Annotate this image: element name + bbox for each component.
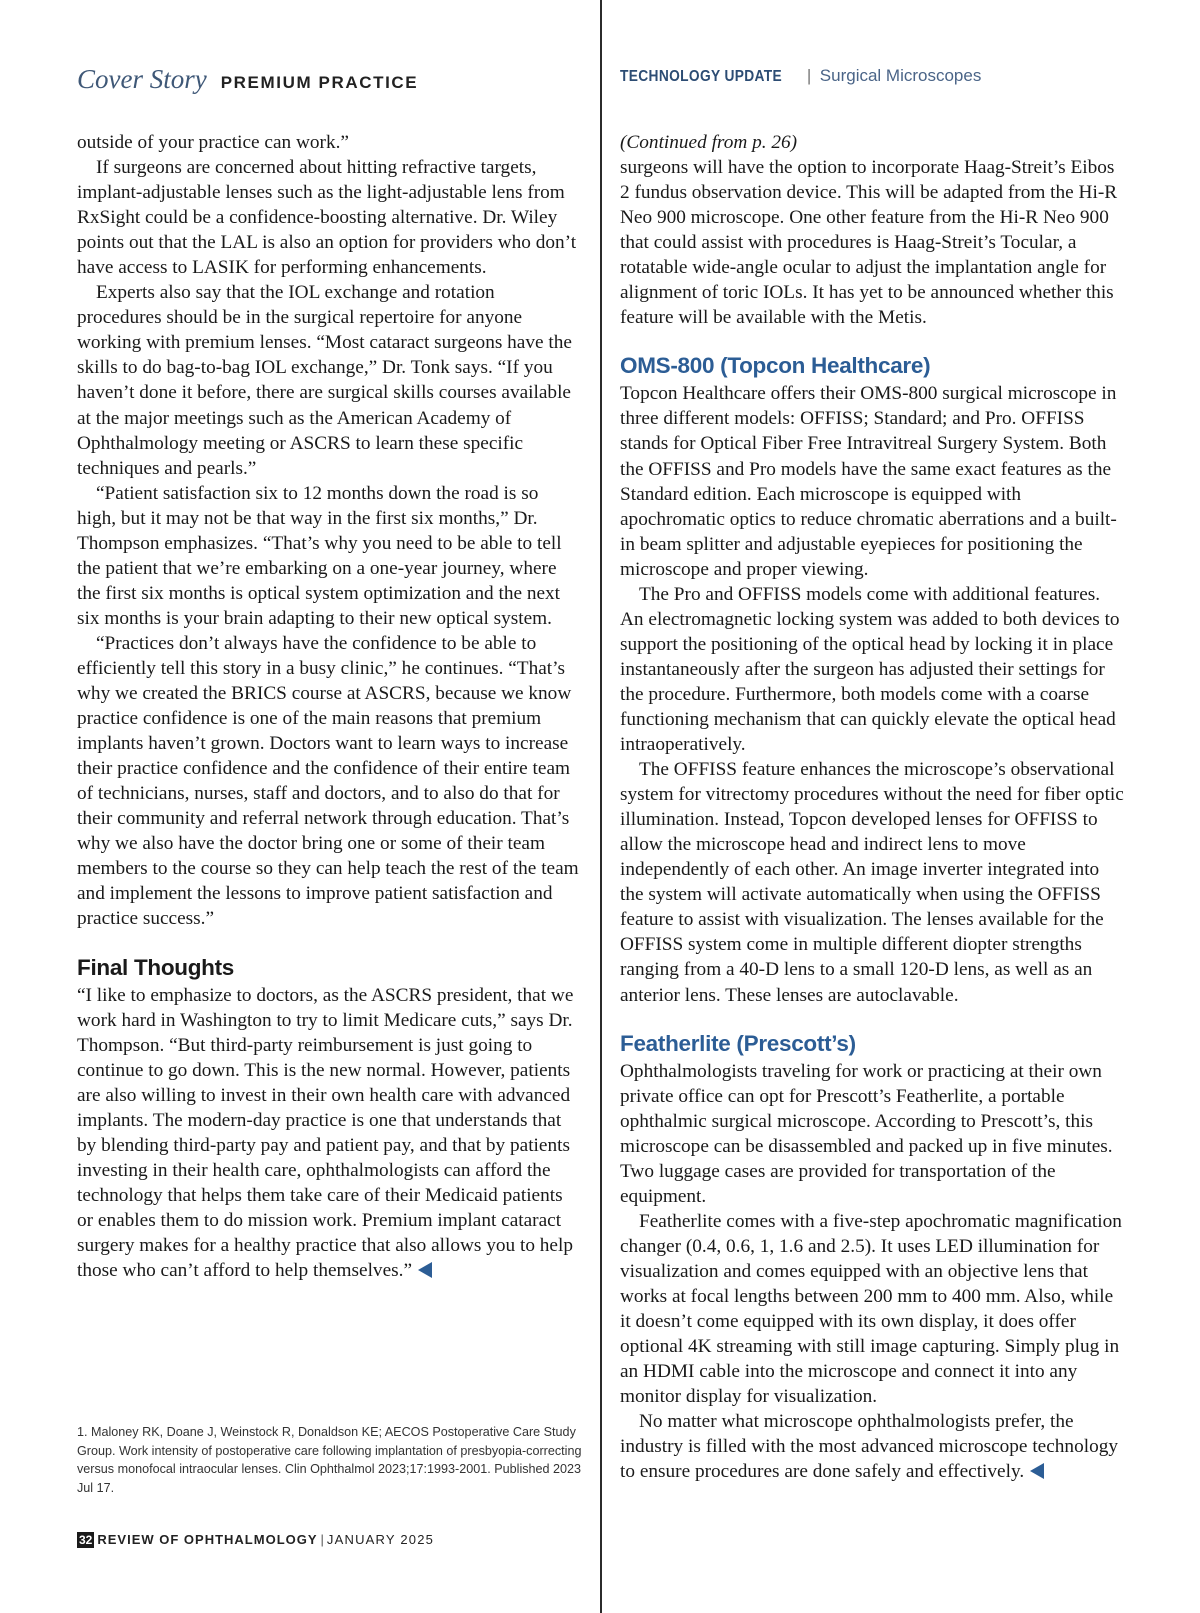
paragraph: Ophthalmologists traveling for work or practicing at their own private office can opt for Prescott’s Featherlite, a portable ophthalmic surgical microscope. According to Prescott’s, this microscope can be disassembled and packed up in five minutes. Two luggage cases are provided for transportation of the equipment.: [620, 1060, 1113, 1207]
page-number: 32: [79, 1533, 93, 1547]
section-label: PREMIUM PRACTICE: [220, 73, 419, 92]
left-column: [77, 0, 581, 1613]
issue-date: JANUARY 2025: [326, 1532, 435, 1547]
topic-label: Surgical Microscopes: [819, 66, 982, 85]
continued-from-note: (Continued from p. 26): [620, 132, 798, 153]
cover-story-label: Cover Story: [77, 64, 207, 94]
featherlite-heading: Featherlite (Prescott’s): [620, 1030, 856, 1056]
paragraph: Featherlite comes with a five-step apochromatic magnification changer (0.4, 0.6, 1, 1.6 and 2.5). It uses LED illumination for visualization and comes equipped with an objective lens that works at focal lengths between 200 mm to 400 mm. Also, while it doesn’t come equipped with its own display, it does offer optional 4K streaming with still image capturing. Simply plug in an HDMI cable into the microscope and connect it into any monitor display for visualization.: [620, 1210, 1122, 1408]
intro-paragraph: surgeons will have the option to incorporate Haag-Streit’s Eibos 2 fundus observation device. This will be adapted from the Hi-R Neo 900 microscope. One other feature from the Hi-R Neo 900 that could assist with procedures is Haag-Streit’s Tocular, a rotatable wide-angle ocular to adjust the implantation angle for alignment of toric IOLs. It has yet to be announced whether this feature will be available with the Metis.: [620, 157, 1118, 329]
left-article-body: [77, 130, 581, 1283]
final-paragraph-text: “I like to emphasize to doctors, as the ASCRS president, that we work hard in Washington to try to limit Medicare cuts,” says Dr. Thompson. “But third-party reimbursement is just going to continue to go down. This is the new normal. However, patients are also willing to invest in their own health care with advanced implants. The modern-day practice is one that understands that by blending third-party pay and patient pay, and that by patients investing in their health care, ophthalmologists can afford the technology that helps them take care of their Medicaid patients or enables them to do mission work. Premium implant cataract surgery makes for a healthy practice that also allows you to help those who can’t afford to help themselves.”: [77, 984, 574, 1282]
right-article-body: [620, 130, 1126, 1484]
column-divider: [600, 0, 602, 1613]
final-thoughts-heading: Final Thoughts: [77, 954, 235, 980]
paragraph: Experts also say that the IOL exchange and rotation procedures should be in the surgical repertoire for anyone working with premium lenses. “Most cataract surgeons have the skills to do bag-to-bag IOL exchange,” Dr. Tonk says. “If you haven’t done it before, there are surgical skills courses available at the major meetings such as the American Academy of Ophthalmology meeting or ASCRS to learn these specific techniques and pearls.”: [77, 282, 572, 479]
footer-separator: |: [320, 1532, 324, 1547]
journal-name: REVIEW OF OPHTHALMOLOGY: [97, 1532, 318, 1547]
end-of-article-icon: [418, 1262, 432, 1278]
paragraph: The Pro and OFFISS models come with additional features. An electromagnetic locking system was added to both devices to support the positioning of the optical head by locking it in place instantaneously after the surgeon has adjusted their settings for the procedure. Furthermore, both models come with a coarse functioning mechanism that can quickly elevate the optical head intraoperatively.: [620, 583, 1120, 756]
paragraph: The OFFISS feature enhances the microscope’s observational system for vitrectomy procedures without the need for fiber optic illumination. Instead, Topcon developed lenses for OFFISS to allow the microscope head and indirect lens to move independently of each other. An image inverter integrated into the system will activate automatically when using the OFFISS feature to assist with visualization. The lenses available for the OFFISS system come in multiple different diopter strengths ranging from a 40-D lens to a small 120-D lens, as well as an anterior lens. These lenses are autoclavable.: [620, 759, 1124, 1006]
reference-note: 1. Maloney RK, Doane J, Weinstock R, Donaldson KE; AECOS Postoperative Care Study Group. Work intensity of postoperative care following implantation of presbyopia-correcting versus monofocal intraocular lenses. Clin Ophthalmol 2023;17:1993-2001. Published 2023 Jul 17.: [77, 1425, 582, 1495]
closing-paragraph-text: No matter what microscope ophthalmologists prefer, the industry is filled with the most advanced microscope technology to ensure procedures are done safely and effectively.: [620, 1411, 1118, 1483]
oms-800-heading: OMS-800 (Topcon Healthcare): [620, 353, 931, 379]
closing-paragraph: [620, 1409, 1126, 1484]
right-column: [620, 0, 1126, 1613]
header-separator: |: [806, 66, 812, 85]
end-of-article-icon: [1030, 1463, 1044, 1479]
paragraph: “Practices don’t always have the confidence to be able to efficiently tell this story in a busy clinic,” he continues. “That’s why we created the BRICS course at ASCRS, because we know practice confidence is one of the main reasons that premium implants haven’t grown. Doctors want to learn ways to increase their practice confidence and the confidence of their entire team of technicians, nurses, staff and doctors, and to also do that for their community and referral network through education. That’s why we also have the doctor bring one or some of their team members to the course so they can help teach the rest of the team and implement the lessons to improve patient satisfaction and practice success.”: [77, 632, 579, 930]
page-footer: [77, 1531, 434, 1549]
paragraph: outside of your practice can work.”: [77, 132, 349, 153]
paragraph: If surgeons are concerned about hitting refractive targets, implant-adjustable lenses such as the light-adjustable lens from RxSight could be a confidence-boosting alternative. Dr. Wiley points out that the LAL is also an option for providers who don’t have access to LASIK for performing enhancements.: [77, 157, 577, 279]
paragraph: “Patient satisfaction six to 12 months down the road is so high, but it may not be that way in the first six months,” Dr. Thompson emphasizes. “That’s why you need to be able to tell the patient that we’re embarking on a one-year journey, where the first six months is optical system optimization and the next six months is your brain adapting to their new optical system.: [77, 482, 562, 629]
final-paragraph: [77, 983, 581, 1284]
department-label: TECHNOLOGY UPDATE: [620, 68, 783, 85]
paragraph: Topcon Healthcare offers their OMS-800 surgical microscope in three different models: OFFISS; Standard; and Pro. OFFISS stands for Optical Fiber Free Intravitreal Surgery System. Both the OFFISS and Pro models have the same exact features as the Standard edition. Each microscope is equipped with apochromatic optics to reduce chromatic aberrations and a built-in beam splitter and adjustable eyepieces for positioning the microscope and proper viewing.: [620, 383, 1117, 580]
